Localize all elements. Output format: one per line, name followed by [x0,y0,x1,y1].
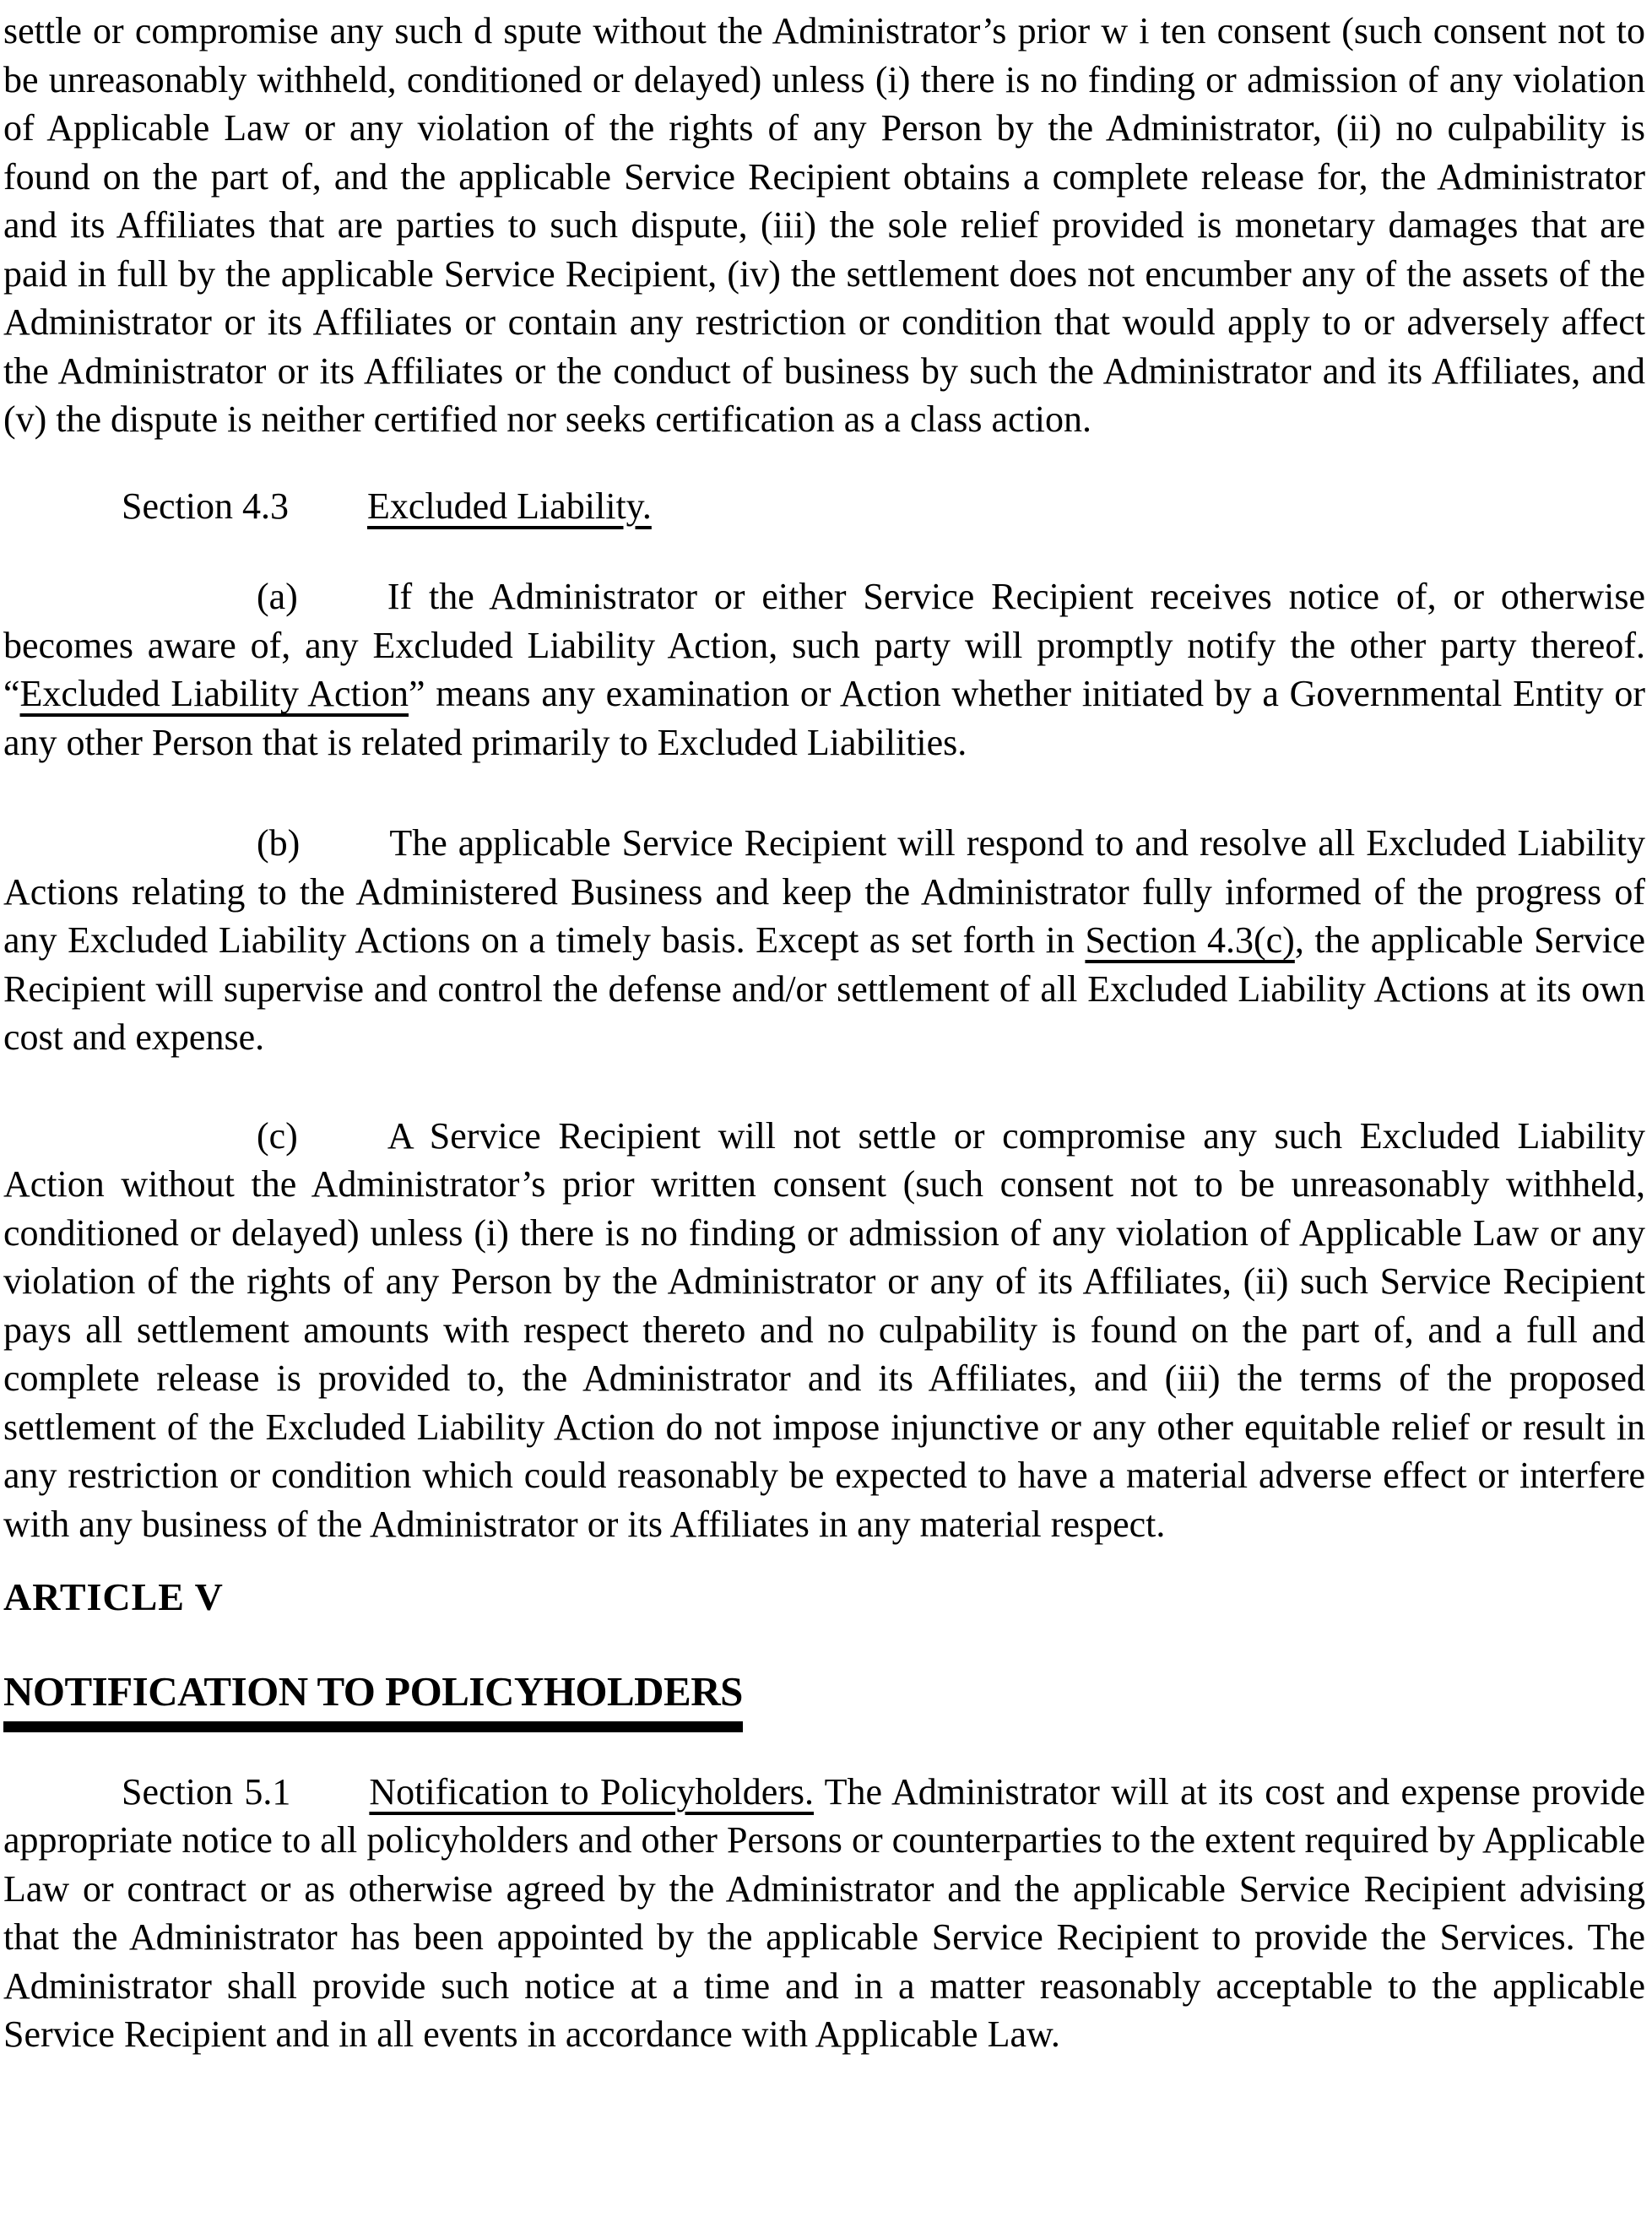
paragraph-b-text-before: The applicable Service Recipient will respond to and resolve all Excluded Liability Actions relating to the Administered Business and keep the Administrator fully informed of the progress of any Excluded Liability Actions on a timely basis. Except as set forth in [3,822,1645,961]
section-4-3-title: Excluded Liability. [366,485,652,527]
paragraph-c-text: A Service Recipient will not settle or compromise any such Excluded Liability Action without the Administrator’s prior written consent (such consent not to be unreasonably withheld, conditioned or delayed) unless (i) there is no finding or admission of any violation of Applicable Law or any violation of the rights of any Person by the Administrator or any of its Affiliates, (ii) such Service Recipient pays all settlement amounts with respect thereto and no culpability is found on the part of, and a full and complete release is provided to, the Administrator and its Affiliates, and (iii) the terms of the proposed settlement of the Excluded Liability Action do not impose injunctive or any other equitable relief or result in any restriction or condition which could reasonably be expected to have a material adverse effect or interfere with any business of the Administrator or its Affiliates in any material respect. [3,1114,1645,1545]
paragraph-a-text-after: ” means any examination or Action whether initiated by a Governmental Entity or any other Person that is related primarily to Excluded Liabilities. [3,673,1646,763]
paragraph-b [3,819,1645,1062]
continuation-paragraph: settle or compromise any such d spute without the Administrator’s prior w i ten consent (such consent not to be unreasonably withheld, conditioned or delayed) unless (i) there is no finding or admission of any violation of Applicable Law or any violation of the rights of any Person by the Administrator, (ii) no culpability is found on the part of, and the applicable Service Recipient obtains a complete release for, the Administrator and its Affiliates that are parties to such dispute, (iii) the sole relief provided is monetary damages that are paid in full by the applicable Service Recipient, (iv) the settlement does not encumber any of the assets of the Administrator or its Affiliates or contain any restriction or condition that would apply to or adversely affect the Administrator or its Affiliates or the conduct of business by such the Administrator and its Affiliates, and (v) the dispute is neither certified nor seeks certification as a class action. [3,10,1645,440]
section-5-1-title: Notification to Policyholders. [369,1770,815,1813]
paragraph-c-number: (c) [257,1114,298,1157]
notification-to-policyholders-heading: NOTIFICATION TO POLICYHOLDERS [3,1670,743,1732]
paragraph-c [3,1112,1645,1549]
section-5-1-text: The Administrator will at its cost and expense provide appropriate notice to all policyholders and other Persons or counterparties to the extent required by Applicable Law or contract or as otherwise agreed by the Administrator and the applicable Service Recipient advising that the Administrator has been appointed by the applicable Service Recipient to provide the Services. The Administrator shall provide such notice at a time and in a matter reasonably acceptable to the applicable Service Recipient and in all events in accordance with Applicable Law. [3,1770,1645,2056]
section-5-1-paragraph [3,1768,1645,2059]
paragraph-b-text-after: , the applicable Service Recipient will supervise and control the defense and/or settlement of all Excluded Liability Actions at its own cost and expense. [3,919,1646,1058]
paragraph-a [3,572,1645,767]
article-v-subheading [3,1669,1645,1732]
excluded-liability-action-term: Excluded Liability Action [19,673,409,714]
paragraph-a-number: (a) [257,576,298,617]
paragraph-a-text-before: If the Administrator or either Service Recipient receives notice of, or otherwise becomes aware of, any Excluded Liability Action, such party will promptly notify the other party thereof. “ [3,576,1645,714]
section-4-3-label: Section 4.3 [122,485,289,527]
article-v-heading: ARTICLE V [3,1575,224,1618]
section-4-3-c-reference: Section 4.3(c) [1085,919,1295,961]
section-4-3-heading [3,482,1645,531]
section-5-1-label: Section 5.1 [122,1770,291,1813]
paragraph-b-number: (b) [257,822,301,864]
